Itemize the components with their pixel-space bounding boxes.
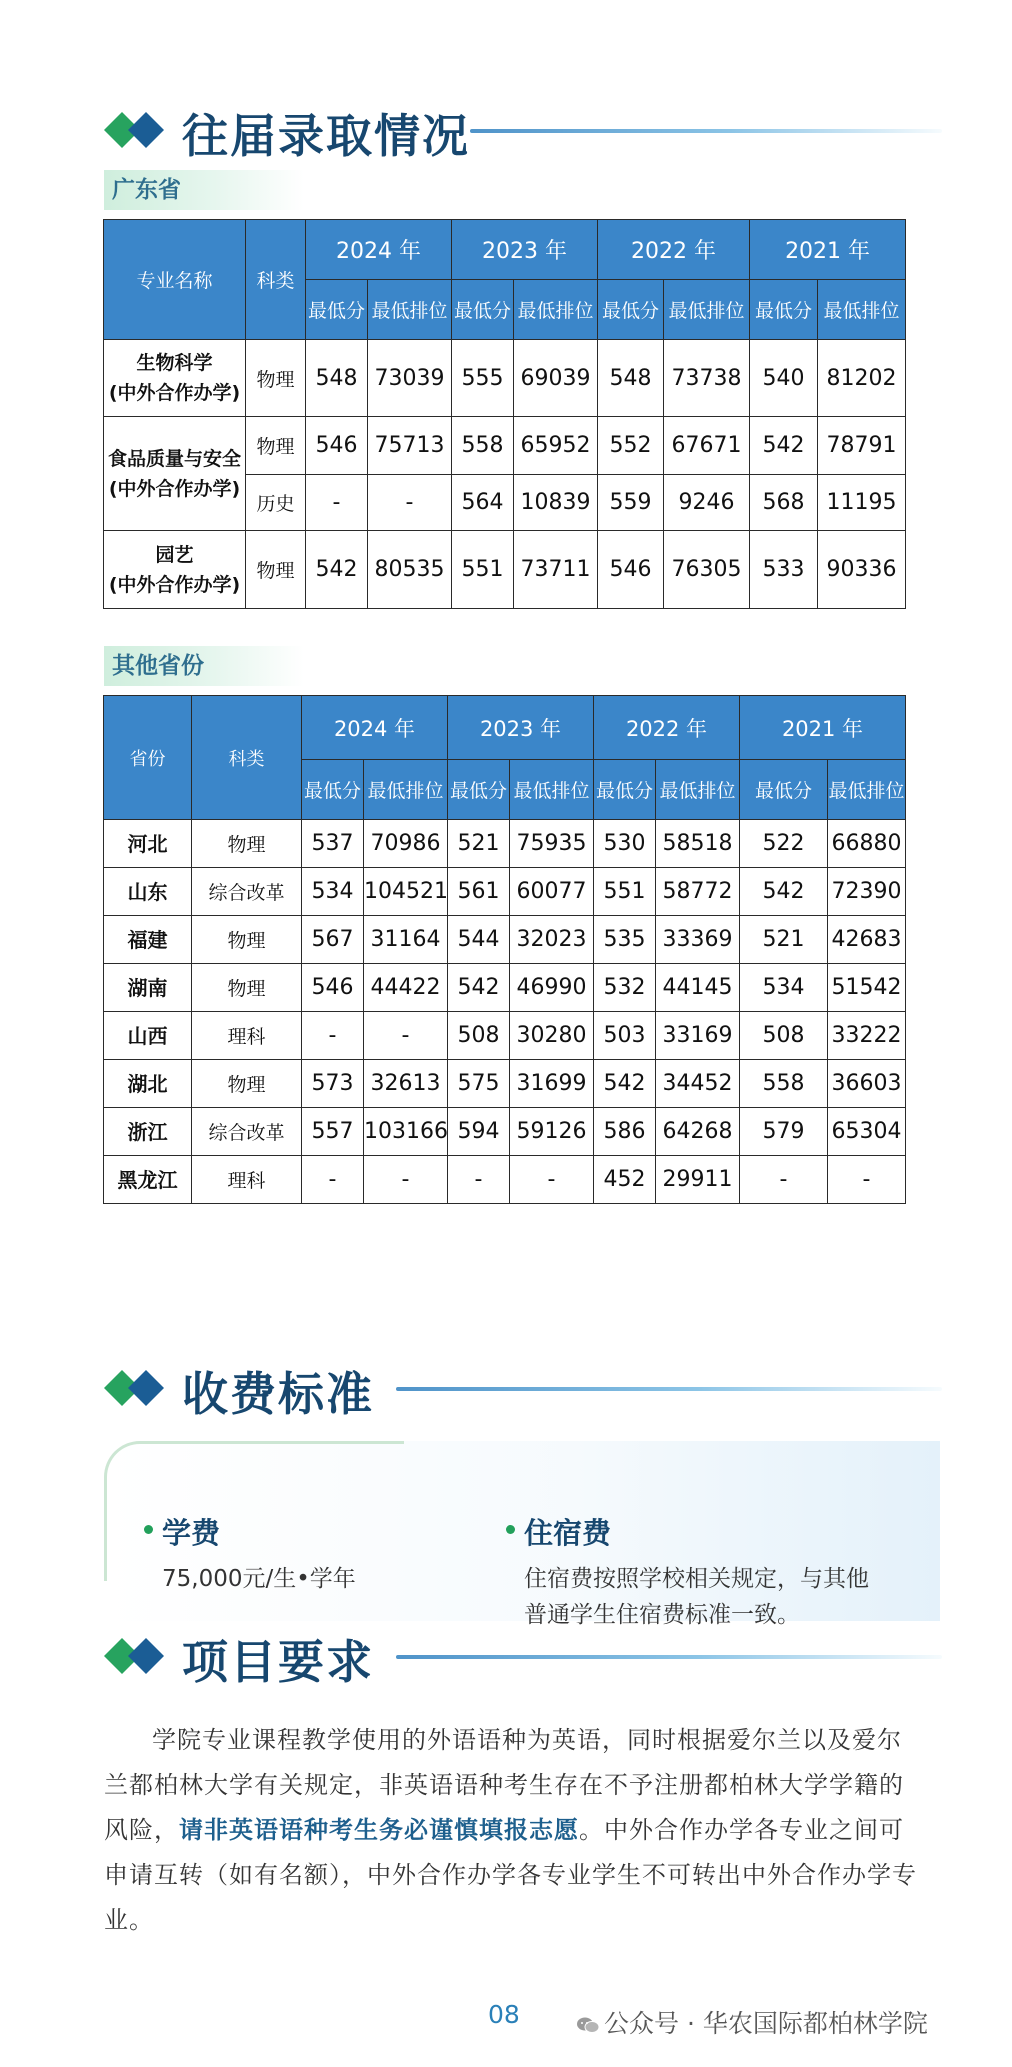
subject-cell: 综合改革 [192,868,302,916]
table-row [104,1012,906,1060]
min-score-cell: 452 [594,1156,656,1204]
min-score-cell: 546 [598,531,664,609]
requirements-highlight: 请非英语语种考生务必谨慎填报志愿 [179,1816,579,1844]
min-score-cell: 542 [448,964,510,1012]
subject-cell: 物理 [192,916,302,964]
min-score-cell: 573 [302,1060,364,1108]
other-provinces-label: 其他省份 [104,646,304,686]
header-min-score: 最低分 [750,280,818,340]
header-min-score: 最低分 [448,760,510,820]
header-min-score: 最低分 [598,280,664,340]
min-score-cell: 533 [750,531,818,609]
min-score-cell: 542 [740,868,828,916]
min-rank-cell: 80535 [368,531,452,609]
subject-cell: 理科 [192,1012,302,1060]
header-min-rank: 最低排位 [510,760,594,820]
min-score-cell: 564 [452,475,514,531]
province-cell: 湖北 [104,1060,192,1108]
table-row [104,964,906,1012]
province-cell: 湖南 [104,964,192,1012]
min-score-cell: 508 [448,1012,510,1060]
min-score-cell: 558 [452,417,514,475]
min-rank-cell: 9246 [664,475,750,531]
min-rank-cell: 60077 [510,868,594,916]
min-score-cell: 555 [452,340,514,417]
min-rank-cell: - [828,1156,906,1204]
header-min-rank: 最低排位 [368,280,452,340]
min-score-cell: 548 [598,340,664,417]
min-rank-cell: 73039 [368,340,452,417]
min-score-cell: 546 [306,417,368,475]
min-rank-cell: 64268 [656,1108,740,1156]
header-year: 2023 年 [448,696,594,760]
housing-line: 普通学生住宿费标准一致。 [524,1602,800,1628]
major-type: (中外合作办学) [108,477,241,500]
section-divider [470,129,942,133]
housing-line: 住宿费按照学校相关规定，与其他 [524,1566,869,1592]
min-rank-cell: - [364,1156,448,1204]
major-name: 生物科学 [136,352,213,374]
min-rank-cell: 69039 [514,340,598,417]
min-rank-cell: 70986 [364,820,448,868]
table-row [104,1156,906,1204]
fee-card [104,1441,940,1628]
header-major: 专业名称 [104,220,246,340]
header-province: 省份 [104,696,192,820]
tuition-value: 75,000元/生•学年 [162,1566,356,1592]
bullet-dot-icon [144,1525,153,1534]
province-cell: 黑龙江 [104,1156,192,1204]
min-rank-cell: 58518 [656,820,740,868]
header-min-rank: 最低排位 [828,760,906,820]
min-rank-cell: 78791 [818,417,906,475]
min-rank-cell: 58772 [656,868,740,916]
table-row [104,868,906,916]
housing-title: 住宿费 [524,1516,612,1550]
section-divider [396,1387,942,1391]
min-score-cell: 551 [452,531,514,609]
min-score-cell: 532 [594,964,656,1012]
wechat-account-name: 公众号 · 华农国际都柏林学院 [604,2009,928,2038]
requirements-text: 。中外合作办学各专业之间可申请互转（如有名额），中外合作办学各专业学生不可转出中外合作办学专业。 [104,1816,917,1934]
min-score-cell: 542 [306,531,368,609]
subject-cell: 历史 [246,475,306,531]
province-cell: 浙江 [104,1108,192,1156]
header-year: 2021 年 [750,220,906,280]
guangdong-admission-table [103,219,906,609]
province-cell: 河北 [104,820,192,868]
min-rank-cell: 65304 [828,1108,906,1156]
min-rank-cell: 32613 [364,1060,448,1108]
min-score-cell: 558 [740,1060,828,1108]
min-score-cell: 521 [448,820,510,868]
header-min-rank: 最低排位 [364,760,448,820]
table-row [104,531,906,609]
subject-cell: 物理 [246,531,306,609]
requirements-text: 学院专业课程教学使用的外语语种为英语，同时根据爱尔兰以及爱尔兰都柏林大学有关规定，非英语语种考生存在不予注册都柏林大学学籍的风险， [104,1726,904,1844]
min-rank-cell: 11195 [818,475,906,531]
header-min-score: 最低分 [740,760,828,820]
min-score-cell: 586 [594,1108,656,1156]
header-min-rank: 最低排位 [656,760,740,820]
major-name: 食品质量与安全 [107,447,241,470]
min-rank-cell: 73738 [664,340,750,417]
table-row [104,1060,906,1108]
bullet-dot-icon [506,1525,515,1534]
section-divider [396,1655,942,1659]
min-rank-cell: 44422 [364,964,448,1012]
section-title: 项目要求 [182,1635,374,1689]
min-score-cell: 546 [302,964,364,1012]
min-rank-cell: 104521 [364,868,448,916]
diamond-logo-icon [104,1636,174,1676]
min-score-cell: 548 [306,340,368,417]
header-year: 2024 年 [306,220,452,280]
min-rank-cell: 10839 [514,475,598,531]
min-score-cell: 594 [448,1108,510,1156]
min-rank-cell: 103166 [364,1108,448,1156]
header-subject: 科类 [192,696,302,820]
min-score-cell: 530 [594,820,656,868]
table-row [104,417,906,475]
header-year: 2024 年 [302,696,448,760]
table-row [104,1108,906,1156]
header-min-score: 最低分 [452,280,514,340]
min-rank-cell: 73711 [514,531,598,609]
major-cell [104,417,246,531]
min-score-cell: 557 [302,1108,364,1156]
min-score-cell: 561 [448,868,510,916]
major-cell [104,340,246,417]
subject-cell: 物理 [246,340,306,417]
min-rank-cell: 33369 [656,916,740,964]
province-cell: 山东 [104,868,192,916]
min-score-cell: 542 [594,1060,656,1108]
min-rank-cell: 31164 [364,916,448,964]
min-score-cell: - [302,1012,364,1060]
min-score-cell: 522 [740,820,828,868]
header-min-score: 最低分 [594,760,656,820]
requirements-paragraph [104,1718,924,1943]
tuition-block [144,1511,464,1621]
min-rank-cell: 30280 [510,1012,594,1060]
min-rank-cell: 75935 [510,820,594,868]
major-name: 园艺 [155,543,194,566]
subject-cell: 物理 [192,820,302,868]
diamond-logo-icon [104,110,174,150]
min-score-cell: 542 [750,417,818,475]
min-score-cell: 540 [750,340,818,417]
page-number: 08 [488,2000,520,2029]
min-score-cell: 534 [740,964,828,1012]
subject-cell: 物理 [192,1060,302,1108]
tuition-title: 学费 [162,1516,221,1550]
header-year: 2022 年 [598,220,750,280]
header-subject: 科类 [246,220,306,340]
table-row [104,916,906,964]
section-title: 收费标准 [182,1367,374,1421]
min-score-cell: 535 [594,916,656,964]
fee-section-header [0,1348,1012,1428]
major-cell [104,531,246,609]
min-score-cell: 551 [594,868,656,916]
min-score-cell: - [448,1156,510,1204]
min-rank-cell: 59126 [510,1108,594,1156]
min-score-cell: 537 [302,820,364,868]
guangdong-label: 广东省 [104,170,304,210]
min-score-cell: 567 [302,916,364,964]
min-score-cell: 579 [740,1108,828,1156]
min-score-cell: 544 [448,916,510,964]
min-score-cell: 521 [740,916,828,964]
table-row [104,340,906,417]
min-rank-cell: - [368,475,452,531]
table-row [104,820,906,868]
header-min-score: 最低分 [302,760,364,820]
min-rank-cell: 33169 [656,1012,740,1060]
min-score-cell: - [302,1156,364,1204]
province-cell: 山西 [104,1012,192,1060]
subject-cell: 综合改革 [192,1108,302,1156]
min-rank-cell: 90336 [818,531,906,609]
subject-cell: 理科 [192,1156,302,1204]
other-provinces-admission-table [103,695,906,1204]
min-rank-cell: 32023 [510,916,594,964]
min-rank-cell: 31699 [510,1060,594,1108]
header-year: 2023 年 [452,220,598,280]
province-cell: 福建 [104,916,192,964]
diamond-logo-icon [104,1368,174,1408]
min-rank-cell: 34452 [656,1060,740,1108]
min-rank-cell: 81202 [818,340,906,417]
header-year: 2021 年 [740,696,906,760]
min-rank-cell: 33222 [828,1012,906,1060]
min-rank-cell: 75713 [368,417,452,475]
min-score-cell: - [740,1156,828,1204]
min-score-cell: 568 [750,475,818,531]
subject-cell: 物理 [246,417,306,475]
min-score-cell: 508 [740,1012,828,1060]
min-rank-cell: 29911 [656,1156,740,1204]
requirements-section-header [0,1616,1012,1696]
min-rank-cell: 72390 [828,868,906,916]
admission-section-header [0,90,1012,170]
min-rank-cell: 44145 [656,964,740,1012]
min-score-cell: 534 [302,868,364,916]
header-min-rank: 最低排位 [664,280,750,340]
min-rank-cell: 65952 [514,417,598,475]
min-score-cell: 552 [598,417,664,475]
min-rank-cell: 51542 [828,964,906,1012]
section-title: 往届录取情况 [182,109,470,163]
min-rank-cell: 76305 [664,531,750,609]
major-type: (中外合作办学) [108,573,241,596]
subject-cell: 物理 [192,964,302,1012]
min-rank-cell: - [510,1156,594,1204]
min-score-cell: 559 [598,475,664,531]
min-rank-cell: 36603 [828,1060,906,1108]
min-rank-cell: 67671 [664,417,750,475]
min-score-cell: 503 [594,1012,656,1060]
min-score-cell: 575 [448,1060,510,1108]
major-type: (中外合作办学) [108,382,241,404]
min-rank-cell: 46990 [510,964,594,1012]
header-min-rank: 最低排位 [514,280,598,340]
min-rank-cell: 42683 [828,916,906,964]
header-min-rank: 最低排位 [818,280,906,340]
min-rank-cell: - [364,1012,448,1060]
min-score-cell: - [306,475,368,531]
wechat-icon [576,2016,600,2034]
min-rank-cell: 66880 [828,820,906,868]
header-min-score: 最低分 [306,280,368,340]
header-year: 2022 年 [594,696,740,760]
housing-block [506,1511,936,1628]
